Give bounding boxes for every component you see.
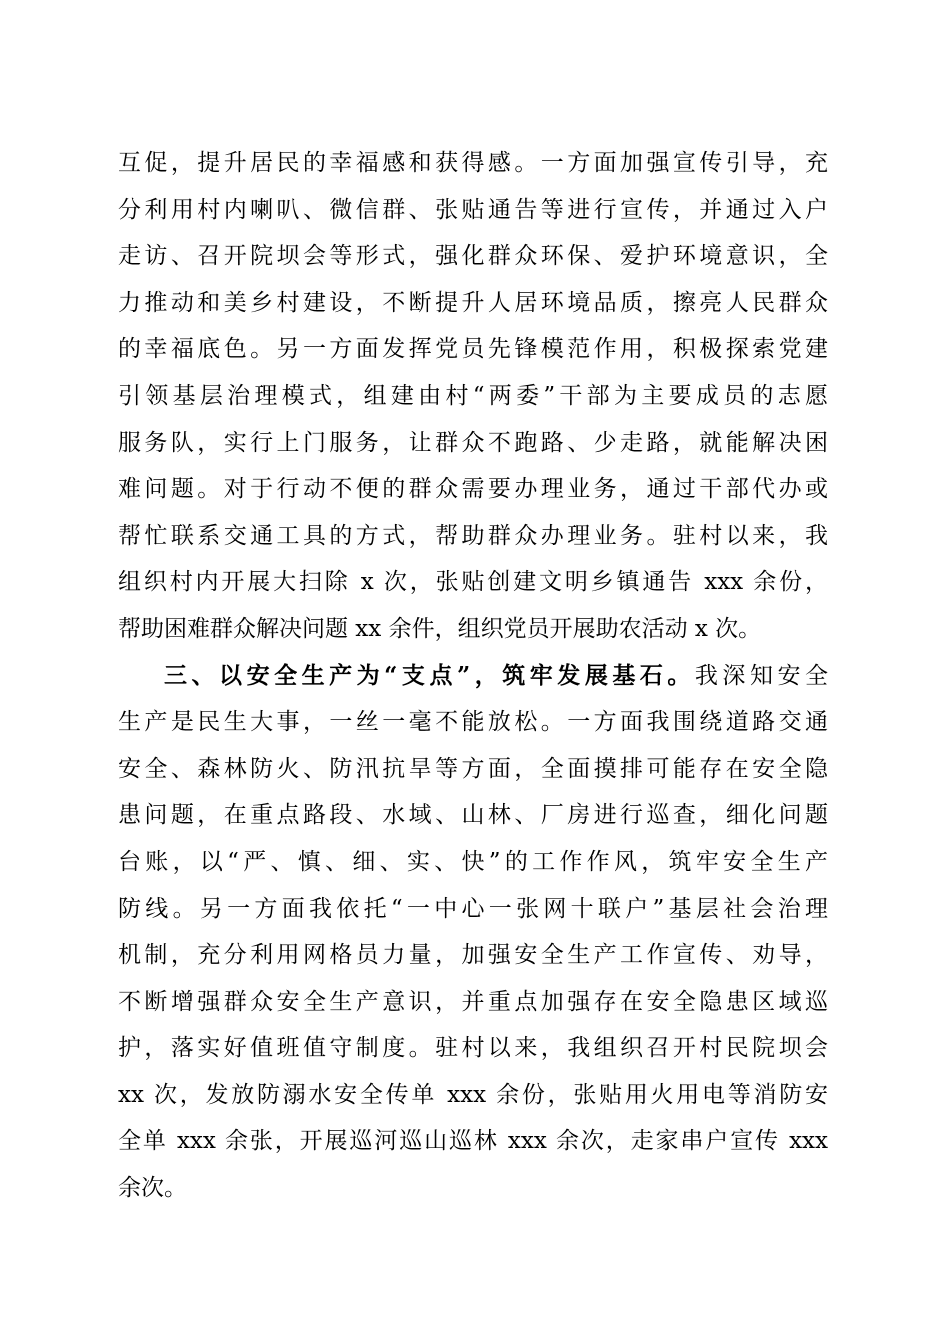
text-line: 帮忙联系交通工具的方式，帮助群众办理业务。驻村以来，我 <box>118 522 828 549</box>
text-line: 帮助困难群众解决问题 xx 余件，组织党员开展助农活动 x 次。 <box>118 615 762 642</box>
text-line: 防线。另一方面我依托“一中心一张网十联户”基层社会治理 <box>118 895 828 922</box>
text-line: 分利用村内喇叭、微信群、张贴通告等进行宣传，并通过入户 <box>118 196 828 223</box>
section-heading: 三、以安全生产为“支点”，筑牢发展基石。 <box>164 661 695 689</box>
text-line: 安全、森林防火、防汛抗旱等方面，全面摸排可能存在安全隐 <box>118 755 828 782</box>
text-line: xx 次，发放防溺水安全传单 xxx 余份，张贴用火用电等消防安 <box>118 1081 828 1108</box>
text-line: 组织村内开展大扫除 x 次，张贴创建文明乡镇通告 xxx 余份， <box>118 569 828 596</box>
document-body <box>118 140 828 1212</box>
text-line: 的幸福底色。另一方面发挥党员先锋模范作用，积极探索党建 <box>118 336 828 363</box>
section-heading-line <box>118 653 828 700</box>
text-line: 互促，提升居民的幸福感和获得感。一方面加强宣传引导，充 <box>118 150 828 176</box>
text-line: 护，落实好值班值守制度。驻村以来，我组织召开村民院坝会 <box>118 1035 828 1062</box>
text-line: 引领基层治理模式，组建由村“两委”干部为主要成员的志愿 <box>118 382 828 409</box>
text-line: 患问题，在重点路段、水域、山林、厂房进行巡查，细化问题 <box>118 802 828 829</box>
text-line: 力推动和美乡村建设，不断提升人居环境品质，擦亮人民群众 <box>118 289 828 316</box>
text-line: 难问题。对于行动不便的群众需要办理业务，通过干部代办或 <box>118 476 828 503</box>
text-line: 走访、召开院坝会等形式，强化群众环保、爱护环境意识，全 <box>118 243 828 270</box>
text-line: 服务队，实行上门服务，让群众不跑路、少走路，就能解决困 <box>118 429 828 456</box>
text-line: 不断增强群众安全生产意识，并重点加强存在安全隐患区域巡 <box>118 988 828 1015</box>
text-line: 生产是民生大事，一丝一毫不能放松。一方面我围绕道路交通 <box>118 709 828 736</box>
text-run: 我深知安全 <box>694 662 828 689</box>
text-line: 机制，充分利用网格员力量，加强安全生产工作宣传、劝导， <box>118 942 828 969</box>
text-line: 台账，以“严、慎、细、实、快”的工作作风，筑牢安全生产 <box>118 848 828 875</box>
text-line: 全单 xxx 余张，开展巡河巡山巡林 xxx 余次，走家串户宣传 xxx <box>118 1128 828 1155</box>
text-line: 余次。 <box>118 1175 187 1202</box>
